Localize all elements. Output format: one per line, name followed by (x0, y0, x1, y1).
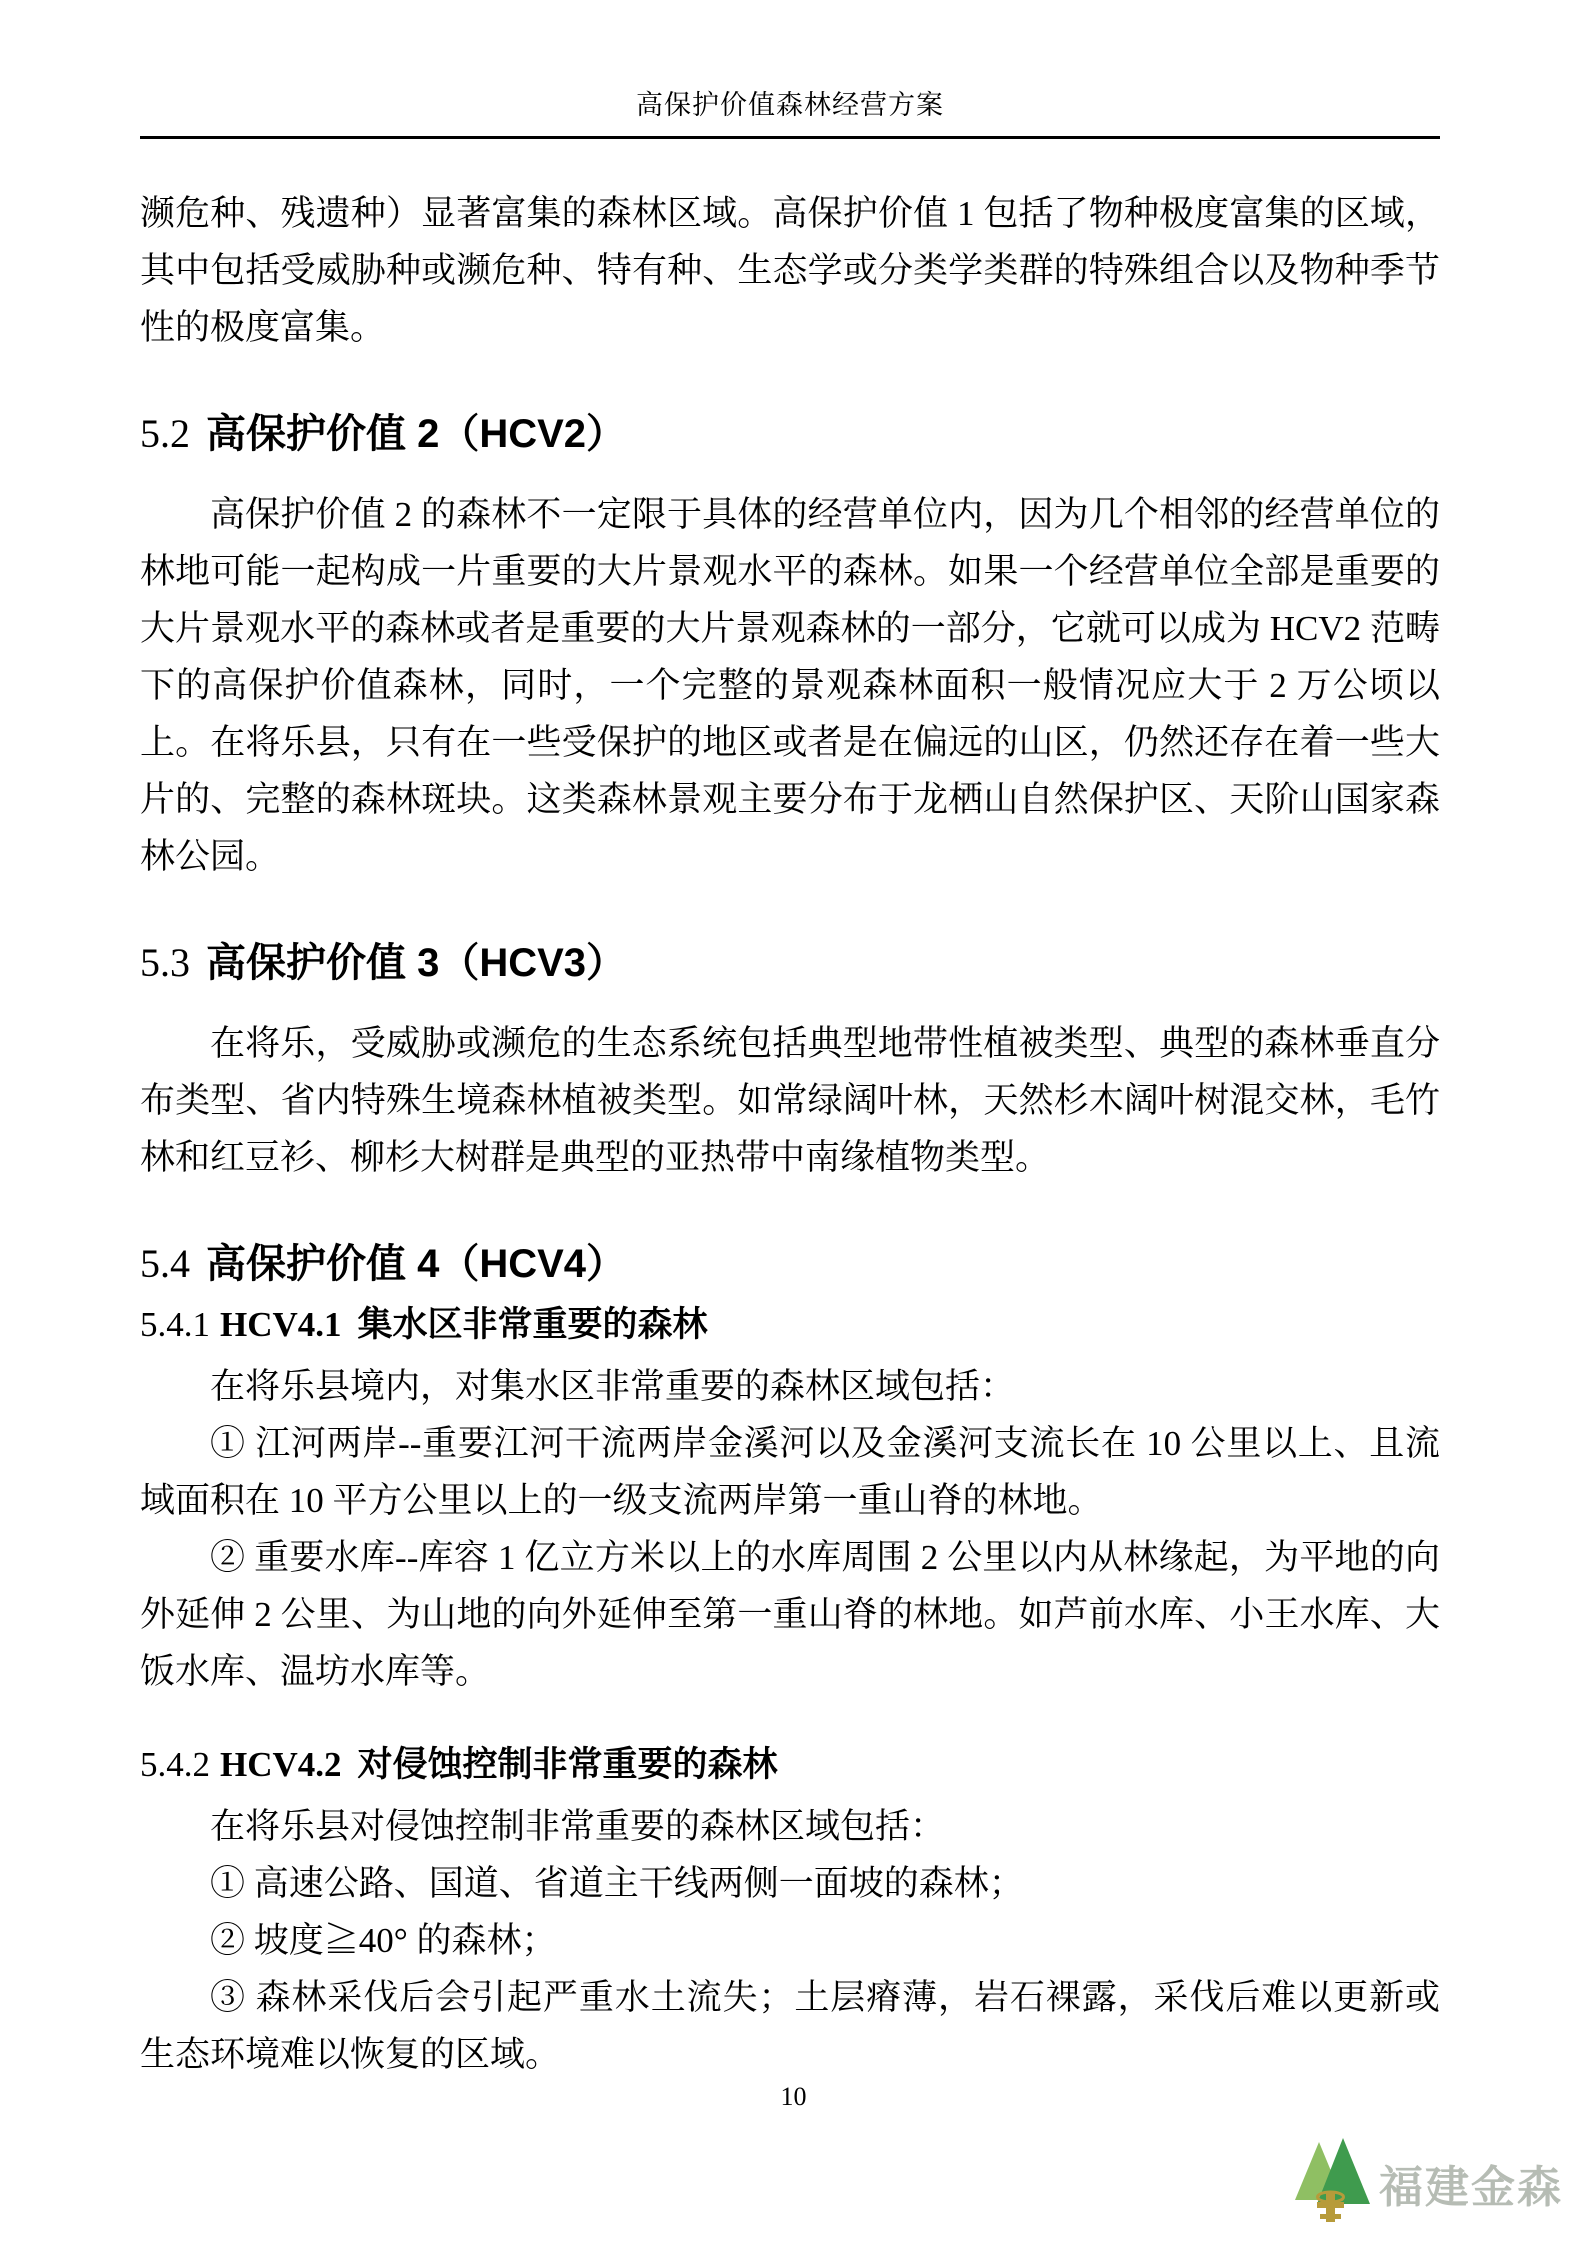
header-title: 高保护价值森林经营方案 (636, 90, 944, 120)
section-5-4-number: 5.4 (140, 1241, 190, 1286)
tree-logo-icon (1293, 2136, 1371, 2229)
subsection-5-4-1-item-2: ② 重要水库--库容 1 亿立方米以上的水库周围 2 公里以内从林缘起，为平地的向外延伸 2 公里、为山地的向外延伸至第一重山脊的林地。如芦前水库、小王水库、大饭水库、温坊水库等。 (140, 1538, 1440, 1691)
section-5-3-heading (140, 937, 1440, 989)
page-number: 10 (780, 2082, 807, 2111)
subsection-5-4-1-title: 集水区非常重要的森林 (357, 1305, 708, 1344)
section-5-2-number: 5.2 (140, 411, 190, 456)
subsection-5-4-1-lead: 在将乐县境内，对集水区非常重要的森林区域包括： (210, 1367, 1016, 1406)
subsection-5-4-2-code: HCV4.2 (220, 1745, 342, 1784)
subsection-5-4-1-heading (140, 1300, 1440, 1350)
content-column (140, 0, 1440, 2083)
subsection-5-4-1-item-1: ① 江河两岸--重要江河干流两岸金溪河以及金溪河支流长在 10 公里以上、且流域面积在 10 平方公里以上的一级支流两岸第一重山脊的林地。 (140, 1424, 1440, 1520)
section-5-2-heading (140, 408, 1440, 460)
section-5-2-paragraph: 高保护价值 2 的森林不一定限于具体的经营单位内，因为几个相邻的经营单位的林地可能一起构成一片重要的大片景观水平的森林。如果一个经营单位全部是重要的大片景观水平的森林或者是重要的大片景观森林的一部分，它就可以成为 HCV2 范畴下的高保护价值森林，同时，一个完整的景观森林面积一般情况应大于 2 万公顷以上。在将乐县，只有在一些受保护的地区或者是在偏远的山区，仍然还存在着一些大片的、完整的森林斑块。这类森林景观主要分布于龙栖山自然保护区、天阶山国家森林公园。 (140, 495, 1440, 876)
subsection-5-4-2-heading (140, 1740, 1440, 1790)
section-5-3-title: 高保护价值 3（HCV3） (206, 941, 627, 985)
section-5-3-paragraph: 在将乐，受威胁或濒危的生态系统包括典型地带性植被类型、典型的森林垂直分布类型、省内特殊生境森林植被类型。如常绿阔叶林，天然杉木阔叶树混交林，毛竹林和红豆衫、柳杉大树群是典型的亚热带中南缘植物类型。 (140, 1024, 1440, 1177)
brand-logo-text: 福建金森 (1379, 2162, 1563, 2212)
section-5-4-title: 高保护价值 4（HCV4） (206, 1242, 627, 1286)
subsection-5-4-2-item-2: ② 坡度≧40° 的森林； (210, 1921, 557, 1960)
section-5-4-heading (140, 1238, 1440, 1290)
page-header (140, 0, 1440, 139)
subsection-5-4-1-number: 5.4.1 (140, 1305, 210, 1344)
brand-logo (1293, 2136, 1563, 2229)
subsection-5-4-2-item-3: ③ 森林采伐后会引起严重水土流失；土层瘠薄，岩石裸露，采伐后难以更新或生态环境难以恢复的区域。 (140, 1978, 1440, 2074)
subsection-5-4-2-number: 5.4.2 (140, 1745, 210, 1784)
subsection-5-4-2-lead: 在将乐县对侵蚀控制非常重要的森林区域包括： (210, 1807, 946, 1846)
section-5-2-title: 高保护价值 2（HCV2） (206, 412, 627, 456)
subsection-5-4-2-title: 对侵蚀控制非常重要的森林 (357, 1745, 778, 1784)
subsection-5-4-1-code: HCV4.1 (220, 1305, 342, 1344)
intro-paragraph: 濒危种、残遗种）显著富集的森林区域。高保护价值 1 包括了物种极度富集的区域，其中包括受威胁种或濒危种、特有种、生态学或分类学类群的特殊组合以及物种季节性的极度富集。 (140, 194, 1440, 347)
section-5-3-number: 5.3 (140, 940, 190, 985)
subsection-5-4-2-item-1: ① 高速公路、国道、省道主干线两侧一面坡的森林； (210, 1864, 1024, 1903)
